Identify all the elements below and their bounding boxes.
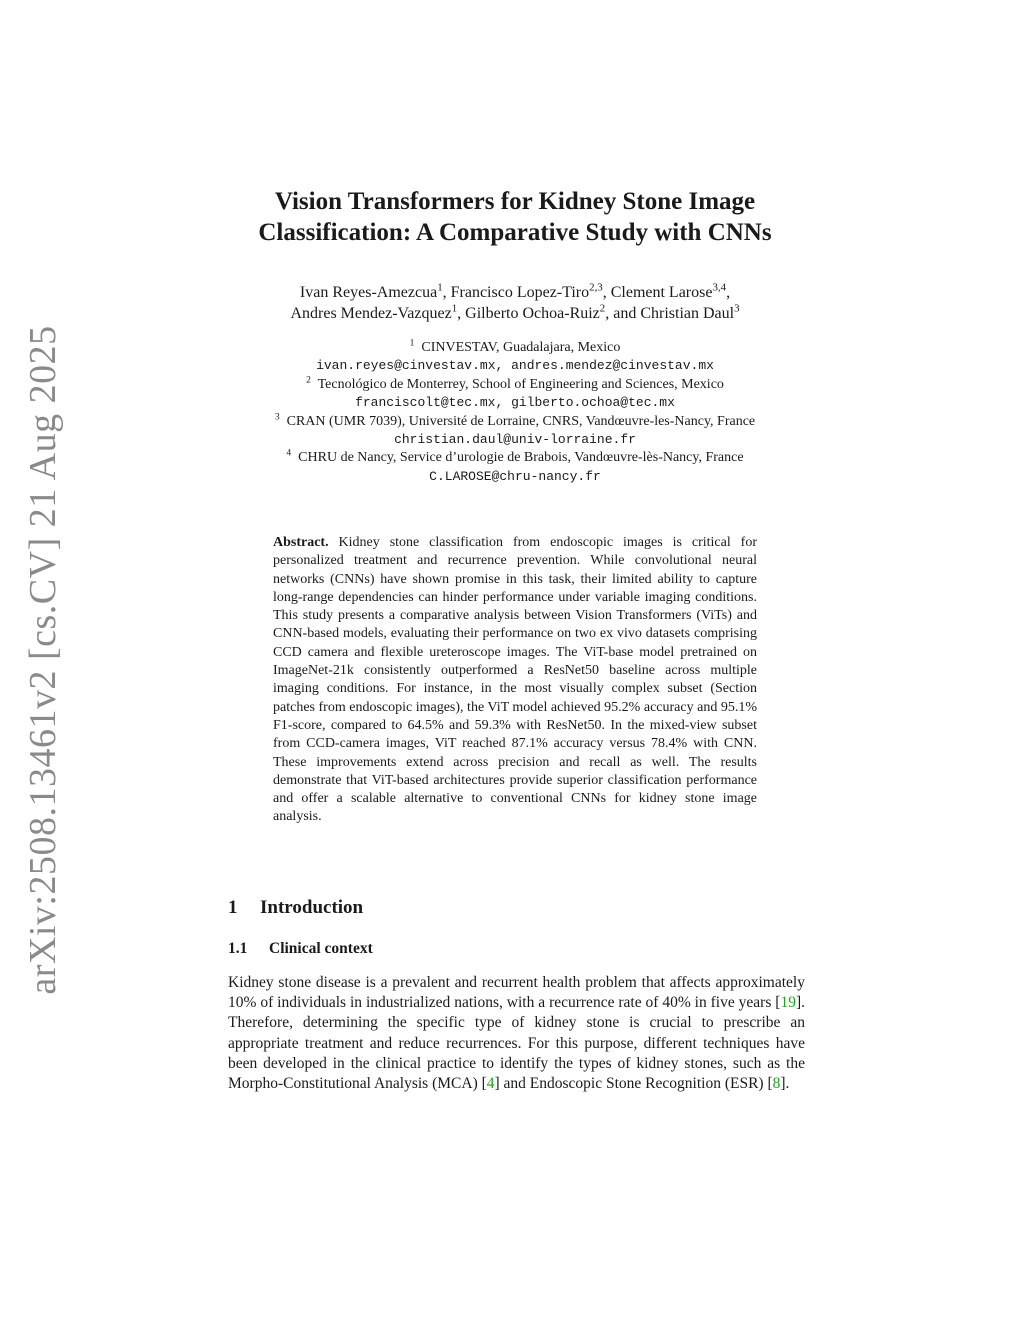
- author-affil-marker: 1: [437, 281, 443, 294]
- author-affil-marker: 2: [599, 302, 606, 315]
- citation-link[interactable]: 8: [772, 1075, 781, 1093]
- author-name: Francisco Lopez-Tiro: [450, 284, 590, 301]
- affiliation: [200, 413, 830, 431]
- abstract-label: Abstract.: [273, 535, 329, 550]
- author-name: Gilberto Ochoa-Ruiz: [465, 305, 600, 322]
- affiliation-emails[interactable]: franciscolt@tec.mx, gilberto.ochoa@tec.mx: [355, 395, 675, 411]
- author-name: Andres Mendez-Vazquez: [290, 305, 452, 322]
- affiliation-list: [200, 339, 830, 486]
- subsection-heading: [228, 940, 373, 958]
- author-affil-marker: 3,4: [712, 281, 727, 294]
- author-name: Ivan Reyes-Amezcua: [299, 284, 438, 301]
- section-title: Introduction: [260, 897, 364, 918]
- author-affil-marker: 1: [451, 302, 458, 315]
- author-affil-marker: 2,3: [589, 281, 603, 294]
- body-paragraph: [228, 973, 805, 1094]
- affiliation-emails[interactable]: ivan.reyes@cinvestav.mx, andres.mendez@cinvestav.mx: [316, 358, 714, 374]
- subsection-number: 1.1: [228, 940, 248, 957]
- affiliation: [200, 449, 830, 467]
- title-line-2: Classification: A Comparative Study with CNNs: [258, 219, 772, 246]
- paragraph-text: ] and Endoscopic Stone Recognition (ESR) [: [494, 1075, 773, 1093]
- subsection-title: Clinical context: [269, 940, 373, 957]
- affiliation: [200, 339, 830, 357]
- affiliation-number: 1: [409, 338, 415, 349]
- section-heading: [228, 897, 363, 919]
- abstract-text: Kidney stone classification from endoscopic images is critical for personalized treatment and recurrence prevention. While convolutional neural networks (CNNs) have shown promise in this task, their limited ability to capture long-range dependencies can hinder performance under variable imaging conditions. This study presents a comparative analysis between Vision Transformers (ViTs) and CNN-based models, evaluating their performance on two ex vivo datasets comprising CCD camera and flexible ureteroscope images. The ViT-base model pretrained on ImageNet-21k consistently outperformed a ResNet50 baseline across multiple imaging conditions. For instance, in the most visually complex subset (Section patches from endoscopic images), the ViT model achieved 95.2% accuracy and 95.1% F1-score, compared to 64.5% and 59.3% with ResNet50. In the mixed-view subset from CCD-camera images, ViT reached 87.1% accuracy versus 78.4% with CNN. These improvements extend across precision and recall as well. The results demonstrate that ViT-based architectures provide superior classification performance and offer a scalable alternative to conventional CNNs for kidney stone image analysis.: [273, 535, 757, 825]
- paragraph-text: ]. Therefore, determining the specific type of kidney stone is crucial to prescribe an appropriate treatment and reduce recurrences. For this purpose, different techniques have been developed in the clinical practice to identify the types of kidney stones, such as the Morpho-Constitutional Analysis (MCA) [: [228, 994, 805, 1093]
- section-number: 1: [228, 897, 238, 918]
- paper-title: [200, 186, 830, 248]
- affiliation-name: CINVESTAV, Guadalajara, Mexico: [421, 340, 621, 355]
- citation-link[interactable]: 19: [780, 994, 796, 1012]
- author-name: Christian Daul: [640, 305, 735, 322]
- arxiv-identifier: arXiv:2508.13461v2 [cs.CV] 21 Aug 2025: [22, 325, 64, 995]
- affiliation-emails[interactable]: christian.daul@univ-lorraine.fr: [394, 432, 636, 448]
- author-line-2: Andres Mendez-Vazquez$^1$, Gilberto Ochoa-Ruiz$^2$, and Christian Daul$^3$: [290, 302, 740, 322]
- affiliation-number: 3: [274, 411, 280, 422]
- author-name: Clement Larose: [610, 284, 713, 301]
- author-conjunction: and: [613, 305, 637, 322]
- citation-link[interactable]: 4: [486, 1075, 495, 1093]
- affiliation-name: CRAN (UMR 7039), Université de Lorraine, CNRS, Vandœuvre-les-Nancy, France: [286, 413, 756, 429]
- affiliation-number: 2: [306, 375, 311, 386]
- affiliation-name: CHRU de Nancy, Service d’urologie de Brabois, Vandœuvre-lès-Nancy, France: [298, 450, 744, 466]
- affiliation-name: Tecnológico de Monterrey, School of Engineering and Sciences, Mexico: [317, 376, 724, 392]
- affiliation: [200, 376, 830, 394]
- paragraph-text: Kidney stone disease is a prevalent and recurrent health problem that affects approximately 10% of individuals in industrialized nations, with a recurrence rate of 40% in five years [: [228, 974, 805, 1012]
- author-affil-marker: 3: [734, 302, 740, 315]
- affiliation-number: 4: [286, 448, 292, 459]
- abstract: [273, 534, 757, 827]
- author-line-1: Ivan Reyes-Amezcua$^1$, Francisco Lopez-Tiro$^{2,3}$, Clement Larose$^{3,4}$,: [299, 281, 731, 301]
- title-line-1: Vision Transformers for Kidney Stone Image: [274, 188, 756, 215]
- paragraph-text: ].: [780, 1075, 790, 1093]
- affiliation-emails[interactable]: C.LAROSE@chru-nancy.fr: [429, 468, 601, 484]
- author-list: [200, 282, 830, 324]
